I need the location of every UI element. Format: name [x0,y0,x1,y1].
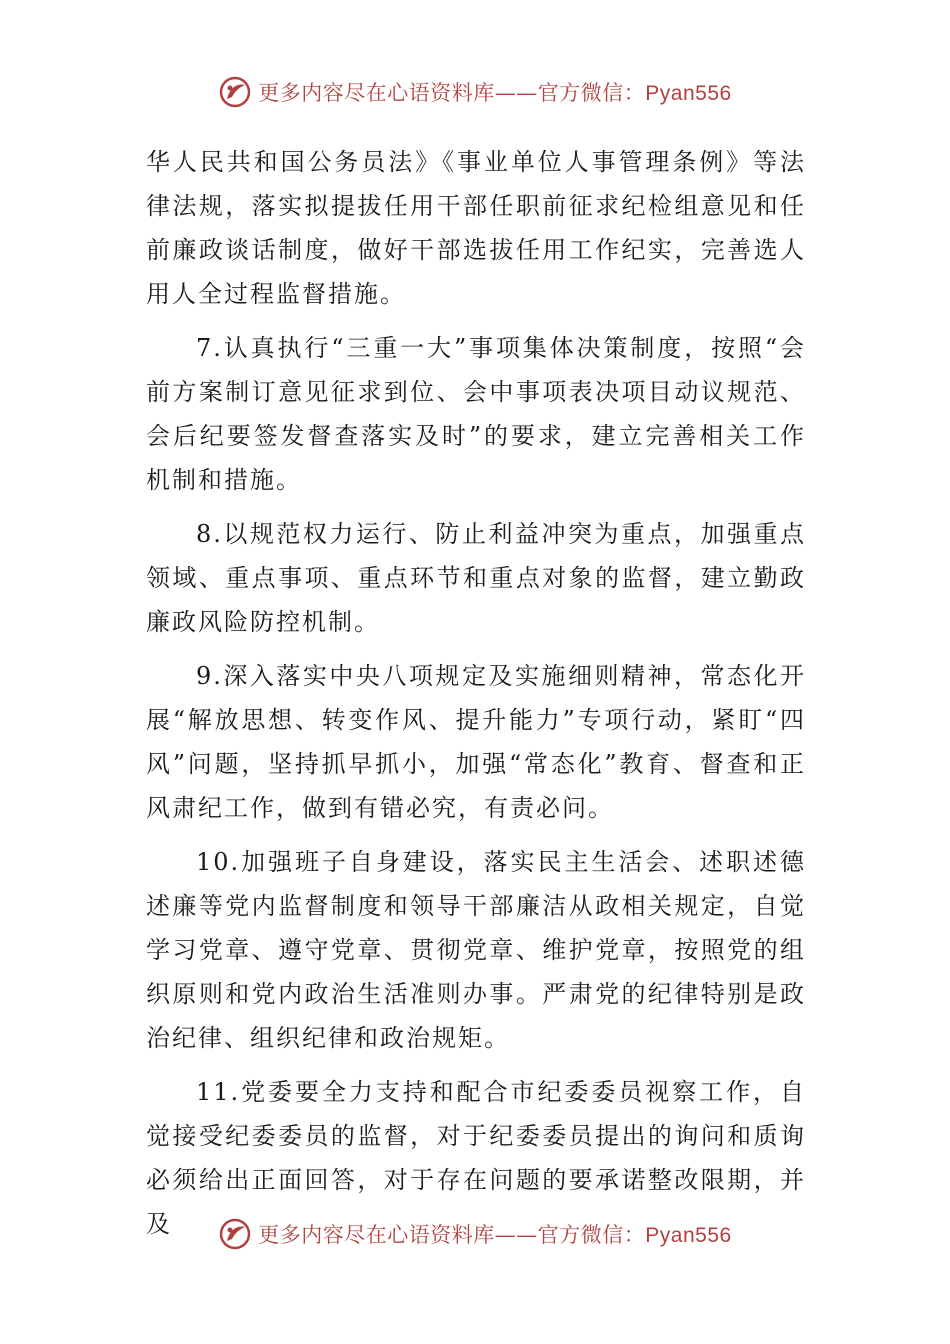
banner-wechat-label: 官方微信： [537,1223,646,1247]
banner-dash: —— [494,81,538,105]
banner-slogan: 更多内容尽在心语资料库 [258,1223,495,1247]
paragraph-item-7: 7.认真执行“三重一大”事项集体决策制度，按照“会前方案制订意见征求到位、会中事项表决项目动议规范、会后纪要签发督查落实及时”的要求，建立完善相关工作机制和措施。 [146,334,806,494]
banner-wechat-id: Pyan556 [645,1224,732,1247]
footer-banner [0,1214,950,1254]
header-banner [0,72,950,112]
brand-logo-icon [218,75,252,109]
banner-dash: —— [494,1223,538,1247]
paragraph-item-8: 8.以规范权力运行、防止利益冲突为重点，加强重点领域、重点事项、重点环节和重点对象的监督，建立勤政廉政风险防控机制。 [146,520,806,636]
paragraph-item-9: 9.深入落实中央八项规定及实施细则精神，常态化开展“解放思想、转变作风、提升能力”专项行动，紧盯“四风”问题，坚持抓早抓小，加强“常态化”教育、督查和正风肃纪工作，做到有错必究，有责必问。 [146,662,806,822]
paragraph-item-10: 10.加强班子自身建设，落实民主生活会、述职述德述廉等党内监督制度和领导干部廉洁从政相关规定，自觉学习党章、遵守党章、贯彻党章、维护党章，按照党的组织原则和党内政治生活准则办事。严肃党的纪律特别是政治纪律、组织纪律和政治规矩。 [146,848,806,1052]
document-body [146,140,806,1256]
paragraph-item-11: 11.党委要全力支持和配合市纪委委员视察工作，自觉接受纪委委员的监督，对于纪委委员提出的询问和质询必须给出正面回答，对于存在问题的要承诺整改限期，并及 [146,1078,806,1238]
banner-wechat-id: Pyan556 [645,82,732,105]
brand-logo-icon [218,1217,252,1251]
banner-slogan: 更多内容尽在心语资料库 [258,81,495,105]
banner-text [258,77,731,107]
banner-wechat-label: 官方微信： [537,81,646,105]
banner-text [258,1219,731,1249]
paragraph-continued: 华人民共和国公务员法》《事业单位人事管理条例》等法律法规，落实拟提拔任用干部任职前征求纪检组意见和任前廉政谈话制度，做好干部选拔任用工作纪实，完善选人用人全过程监督措施。 [146,148,806,308]
